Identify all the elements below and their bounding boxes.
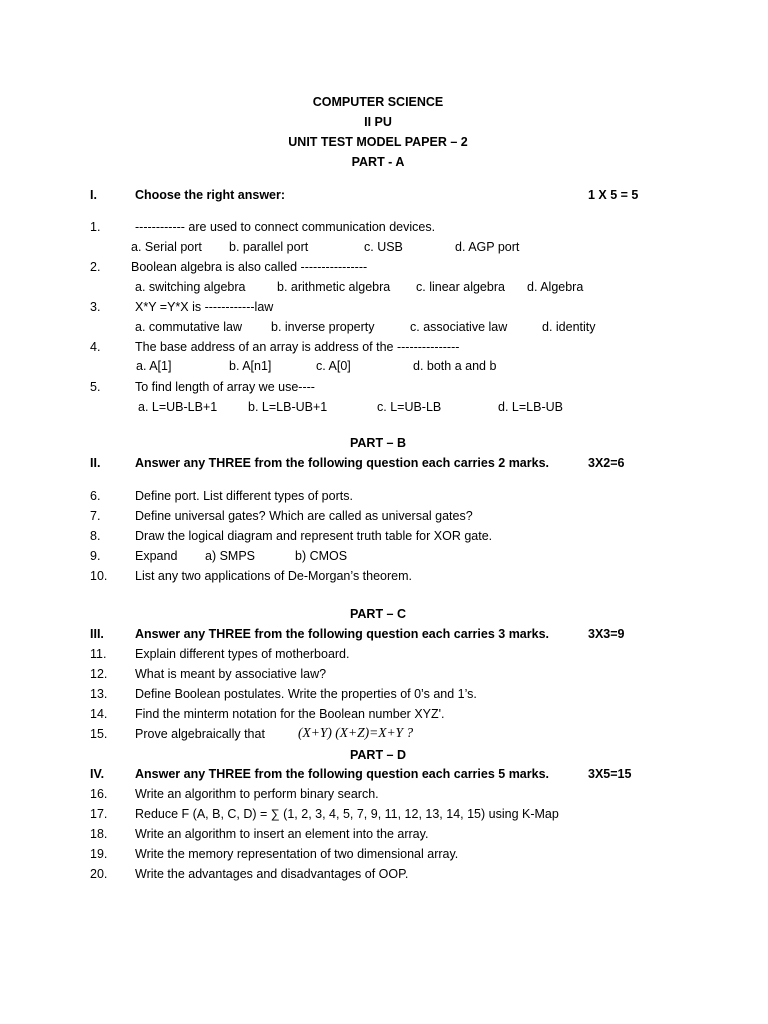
part-c-roman: III. (90, 627, 104, 641)
question-text: Write the advantages and disadvantages of OOP. (135, 867, 409, 881)
option-d: d. Algebra (527, 280, 584, 294)
question-number: 13. (90, 687, 108, 701)
question-text: Define port. List different types of ports. (135, 489, 353, 503)
option-b: b. inverse property (271, 320, 375, 334)
expand-option-a: a) SMPS (205, 549, 256, 563)
question-number: 6. (90, 489, 101, 503)
option-b: b. A[n1] (229, 359, 272, 373)
question-number: 18. (90, 827, 108, 841)
question-number: 16. (90, 787, 108, 801)
option-c: c. L=UB-LB (377, 400, 442, 414)
question-number: 9. (90, 549, 101, 563)
question-text: Find the minterm notation for the Boolean number XYZ'. (135, 707, 445, 721)
question-text: Draw the logical diagram and represent truth table for XOR gate. (135, 529, 493, 543)
option-d: d. both a and b (413, 359, 497, 373)
option-d: d. AGP port (455, 240, 520, 254)
part-b-marks: 3X2=6 (588, 456, 625, 470)
part-a-roman: I. (90, 188, 97, 202)
question-number: 3. (90, 300, 101, 314)
part-c-heading: PART – C (349, 607, 407, 621)
formula: (X+Y) (X+Z)=X+Y ? (298, 725, 414, 740)
part-b-roman: II. (90, 456, 101, 470)
question-number: 14. (90, 707, 108, 721)
subject-title: COMPUTER SCIENCE (312, 95, 444, 109)
question-text: Write an algorithm to insert an element into the array. (135, 827, 429, 841)
option-a: a. L=UB-LB+1 (138, 400, 218, 414)
part-d-roman: IV. (90, 767, 105, 781)
question-number: 17. (90, 807, 108, 821)
question-number: 11. (90, 647, 107, 661)
option-d: d. identity (542, 320, 596, 334)
question-number: 15. (90, 727, 108, 741)
option-d: d. L=LB-UB (498, 400, 563, 414)
question-text: What is meant by associative law? (135, 667, 327, 681)
class-title: II PU (364, 115, 392, 129)
option-b: b. L=LB-UB+1 (248, 400, 328, 414)
question-text: Reduce F (A, B, C, D) = ∑ (1, 2, 3, 4, 5, 7, 9, 11, 12, 13, 14, 15) using K-Map (135, 807, 559, 821)
option-a: a. switching algebra (135, 280, 246, 294)
question-number: 2. (90, 260, 101, 274)
question-text: Write the memory representation of two dimensional array. (135, 847, 459, 861)
question-number: 12. (90, 667, 108, 681)
option-a: a. A[1] (136, 359, 172, 373)
question-number: 8. (90, 529, 101, 543)
question-text: Define Boolean postulates. Write the properties of 0’s and 1’s. (135, 687, 477, 701)
question-number: 5. (90, 380, 101, 394)
option-c: c. A[0] (316, 359, 351, 373)
question-text: To find length of array we use---- (135, 380, 315, 394)
question-number: 4. (90, 340, 101, 354)
question-text: ------------ are used to connect communication devices. (135, 220, 436, 234)
option-c: c. linear algebra (416, 280, 505, 294)
question-text: Boolean algebra is also called ---------------- (131, 260, 368, 274)
part-a-instruction: Choose the right answer: (135, 188, 286, 202)
paper-title: UNIT TEST MODEL PAPER – 2 (288, 135, 468, 149)
option-c: c. USB (364, 240, 403, 254)
question-text: List any two applications of De-Morgan’s theorem. (135, 569, 412, 583)
question-number: 20. (90, 867, 108, 881)
part-c-instruction: Answer any THREE from the following question each carries 3 marks. (135, 627, 550, 641)
question-text: Explain different types of motherboard. (135, 647, 350, 661)
question-text: X*Y =Y*X is ------------law (135, 300, 274, 314)
part-c-marks: 3X3=9 (588, 627, 625, 641)
question-text: The base address of an array is address of the --------------- (135, 340, 460, 354)
question-text: Expand (135, 549, 178, 563)
question-text: Define universal gates? Which are called as universal gates? (135, 509, 473, 523)
part-d-instruction: Answer any THREE from the following question each carries 5 marks. (135, 767, 550, 781)
part-a-marks: 1 X 5 = 5 (588, 188, 639, 202)
option-c: c. associative law (410, 320, 508, 334)
question-number: 1. (90, 220, 101, 234)
part-d-marks: 3X5=15 (588, 767, 632, 781)
part-b-instruction: Answer any THREE from the following question each carries 2 marks. (135, 456, 550, 470)
option-b: b. arithmetic algebra (277, 280, 391, 294)
option-a: a. Serial port (131, 240, 202, 254)
question-number: 7. (90, 509, 101, 523)
question-number: 19. (90, 847, 108, 861)
expand-option-b: b) CMOS (295, 549, 348, 563)
part-d-heading: PART – D (349, 748, 407, 762)
question-number: 10. (90, 569, 108, 583)
option-a: a. commutative law (135, 320, 242, 334)
part-a-heading: PART - A (351, 155, 405, 169)
part-b-heading: PART – B (349, 436, 407, 450)
question-text: Prove algebraically that (135, 727, 265, 741)
question-text: Write an algorithm to perform binary search. (135, 787, 379, 801)
option-b: b. parallel port (229, 240, 309, 254)
